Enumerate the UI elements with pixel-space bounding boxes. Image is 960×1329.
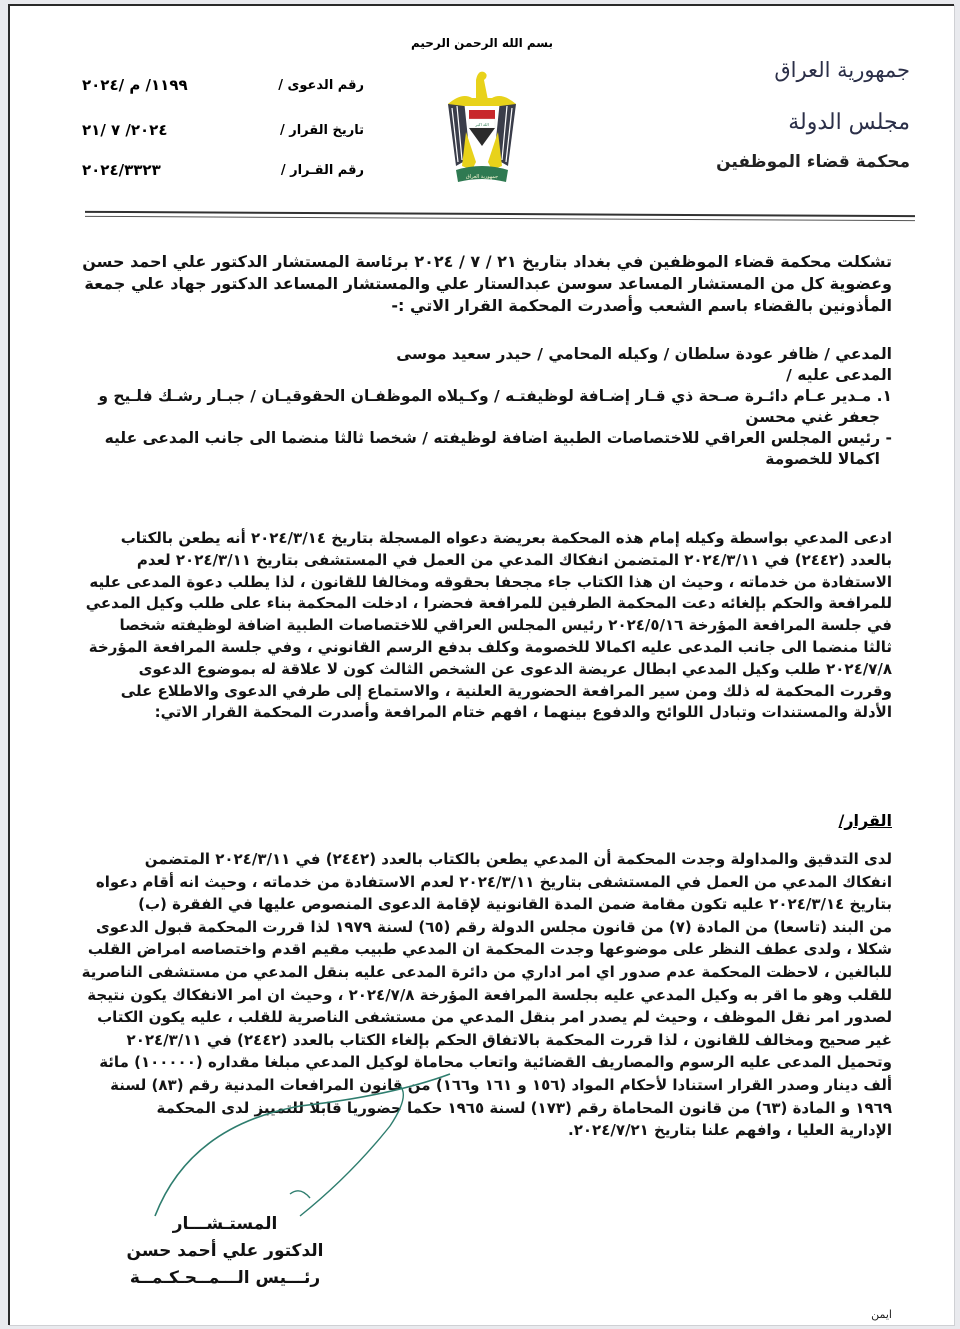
claim-line: وقررت المحكمة له ذلك ومن سير المرافعة الحضورية العلنية ، والاستماع إلى طرفي الدعوى والاطلاع على bbox=[120, 681, 892, 700]
org-republic-of-iraq: جمهورية العراق bbox=[774, 58, 910, 82]
intro-line: تشكلت محكمة قضاء الموظفين في بغداد بتاريخ ٢١ / ٧ / ٢٠٢٤ برئاسة المستشار الدكتور علي احمد حسن bbox=[82, 252, 892, 271]
typist-initials: ايمن bbox=[871, 1308, 892, 1321]
signature-block bbox=[120, 1211, 330, 1292]
defendant-1: ١. مـدير عـام دائـرة صـحة ذي قـار إضـافة لوظيفتـه / وكـيلاه الموظفـان الحقوقيـان / جبـار رشـك فلـيح و bbox=[98, 387, 892, 405]
iraq-eagle-emblem-icon bbox=[442, 66, 522, 191]
decision-line: للقلب وهو ما اقر به وكيل المدعي عليه بجلسة المرافعة المؤرخة ٢٠٢٤/٧/٨ ، وحيث ان امر الانفكاك يكون نتيجة bbox=[87, 985, 892, 1004]
plaintiff: المدعي / ظافر عودة سلطان / وكيله المحامي / حيدر سعيد موسى bbox=[396, 345, 892, 363]
decision-heading: القرار/ bbox=[838, 811, 892, 830]
decision-date-label: تاريخ القرار / bbox=[279, 123, 364, 138]
decision-line: الإدارية العليا ، وافهم علنا بتاريخ ٢٠٢٤/٧/٢١. bbox=[568, 1121, 892, 1140]
claim-line: الاستفادة من خدماته ، وحيث ان هذا الكتاب جاء مجحفا بحقوقه ومخالفا للقانون ، لذا يطلب دعوة المدعى عليه bbox=[89, 572, 892, 591]
decision-number-value: ٢٠٢٤/٣٣٢٣ bbox=[82, 161, 161, 179]
decision-line: ألف دينار وصدر القرار استنادا لأحكام المواد (١٥٦ و ١٦١ و١٦٦) من قانون المرافعات المدنية رقم (٨٣) لسنة bbox=[110, 1075, 892, 1094]
claim-line: ثالثا منضما الى جانب المدعى عليه اكمالا للخصومة وكلف بدفع الرسم القانوني ، وفي جلسة المرافعة المؤرخة bbox=[88, 637, 892, 656]
decision-line: من البند (تاسعا) من المادة (٧) من قانون مجلس الدولة رقم (٦٥) لسنة ١٩٧٩ لذا قررت المحكمة قبول الدعوى bbox=[96, 917, 892, 936]
claim-line: ٢٠٢٤/٧/٨ طلب وكيل المدعي ابطال عريضة الدعوى عن الشخص الثالث كون لا علاقة له بموضوع الدعوى bbox=[138, 659, 892, 678]
case-number-value: ١١٩٩/ م /٢٠٢٤ bbox=[82, 76, 188, 94]
svg-text:الله اكبر: الله اكبر bbox=[475, 122, 489, 127]
org-court-name: محكمة قضاء الموظفين bbox=[716, 152, 910, 172]
decision-line: شكلا ، ولدى عطف النظر على موضوعها وجدت المحكمة ان المدعي طبيب مقيم اقدم واختصاصه امراض القلب bbox=[87, 940, 892, 959]
document-page bbox=[8, 4, 954, 1325]
decision-date-value: ٢٠٢٤/ ٧ /٢١ bbox=[82, 121, 168, 139]
decision-number-label: رقم القـرار / bbox=[280, 163, 364, 178]
decision-line: وتحميل المدعى عليه الرسوم والمصاريف القضائية واتعاب محاماة لوكيل المدعي مبلغا مقداره (١٠٠٠٠٠) مائة bbox=[99, 1053, 892, 1072]
defendant-label: المدعى عليه / bbox=[786, 366, 892, 384]
intro-line: المأذونين بالقضاء باسم الشعب وأصدرت المحكمة القرار الاتي :- bbox=[391, 296, 892, 315]
court-formation-paragraph bbox=[62, 251, 892, 317]
claim-line: الأدلة والمستندات وتبادل اللوائح والدفوع بينهما ، افهم ختام المرافعة وأصدرت المحكمة القرار الاتي: bbox=[154, 703, 892, 722]
decision-line: ١٩٦٩ و المادة (٦٣) من قانون المحاماة رقم (١٧٣) لسنة ١٩٦٥ حكما حضوريا قابلا للتمييز لدى المحكمة bbox=[156, 1098, 892, 1117]
claim-line: بالعدد (٢٤٤٢) في ٢٠٢٤/٣/١١ المتضمن انفكاك المدعي من العمل في المستشفى بتاريخ ٢٠٢٤/٣/١١ لعدم bbox=[136, 550, 892, 569]
decision-line: لدى التدقيق والمداولة وجدت المحكمة أن المدعي يطعن بالكتاب بالعدد (٢٤٤٢) في ٢٠٢٤/٣/١١ المتضمن bbox=[144, 850, 892, 868]
third-party-continued: اكمالا للخصومة bbox=[765, 450, 880, 468]
claim-line: في جلسة المرافعة المؤرخة ٢٠٢٤/٥/١٦ رئيس المجلس العراقي للاختصاصات الطبية اضافة لوظيفته شخصا bbox=[119, 616, 892, 635]
signer-title: المستـشـــار bbox=[172, 1214, 278, 1234]
decision-line: للبالغين ، لاحظت المحكمة عدم صدور اي امر اداري من دائرة المدعى عليه بنقل المدعي من مستشفى الناصرية bbox=[81, 962, 892, 981]
basmala: بسم الله الرحمن الرحيم bbox=[410, 36, 554, 50]
claim-paragraph bbox=[62, 528, 892, 724]
org-state-council: مجلس الدولة bbox=[788, 110, 910, 135]
signer-role: رئـــيس الـــمــحـكـمــة bbox=[129, 1268, 321, 1288]
intro-line: وعضوية كل من المستشار المساعد سوسن عبدالستار علي والمستشار المساعد الدكتور جهاد علي جمعة bbox=[84, 274, 892, 293]
signer-name: الدكتور علي أحمد حسن bbox=[126, 1241, 324, 1261]
case-number-label: رقم الدعوى / bbox=[278, 78, 364, 93]
defendant-1-continued: جعفر غني محسن bbox=[745, 408, 880, 426]
claim-line: ادعى المدعي بواسطة وكيله إمام هذه المحكمة بعريضة دعواه المسجلة بتاريخ ٢٠٢٤/٣/١٤ أنه يطعن بالكتاب bbox=[120, 529, 892, 547]
claim-line: للمرافعة والحكم بإلغائه دعت المحكمة الطرفين للمرافعة فحضرا ، ادخلت المحكمة بناء على طلب وكيل المدعي bbox=[85, 594, 892, 613]
parties-section bbox=[62, 344, 892, 470]
header-divider-thin bbox=[85, 216, 915, 221]
svg-text:جمهورية العراق: جمهورية العراق bbox=[465, 174, 499, 180]
decision-paragraph bbox=[62, 848, 892, 1142]
third-party: - رئيس المجلس العراقي للاختصاصات الطبية اضافة لوظيفته / شخصا ثالثا منضما الى جانب المدعى عليه bbox=[104, 429, 892, 447]
decision-line: غير صحيح ومخالف للقانون ، لذا قررت المحكمة بالاتفاق الحكم بإلغاء الكتاب بالعدد (٢٤٤٢) في ٢٠٢٤/٣/١١ bbox=[126, 1030, 892, 1049]
decision-line: انفكاك المدعي من العمل في المستشفى بتاريخ ٢٠٢٤/٣/١١ لعدم الاستفادة من خدماته ، وحيث انه أقام دعواه bbox=[95, 872, 892, 891]
decision-line: لصدور امر نقل الموظف ، وحيث لم يصدر امر بنقل المدعي من مستشفى الناصرية للقلب ، عليه يكون الكتاب bbox=[97, 1008, 892, 1027]
decision-line: بتاريخ ٢٠٢٤/٣/١٤ عليه تكون مقامة ضمن المدة القانونية لإقامة الدعوى المنصوص عليها في الفقرة (ب) bbox=[138, 895, 892, 914]
